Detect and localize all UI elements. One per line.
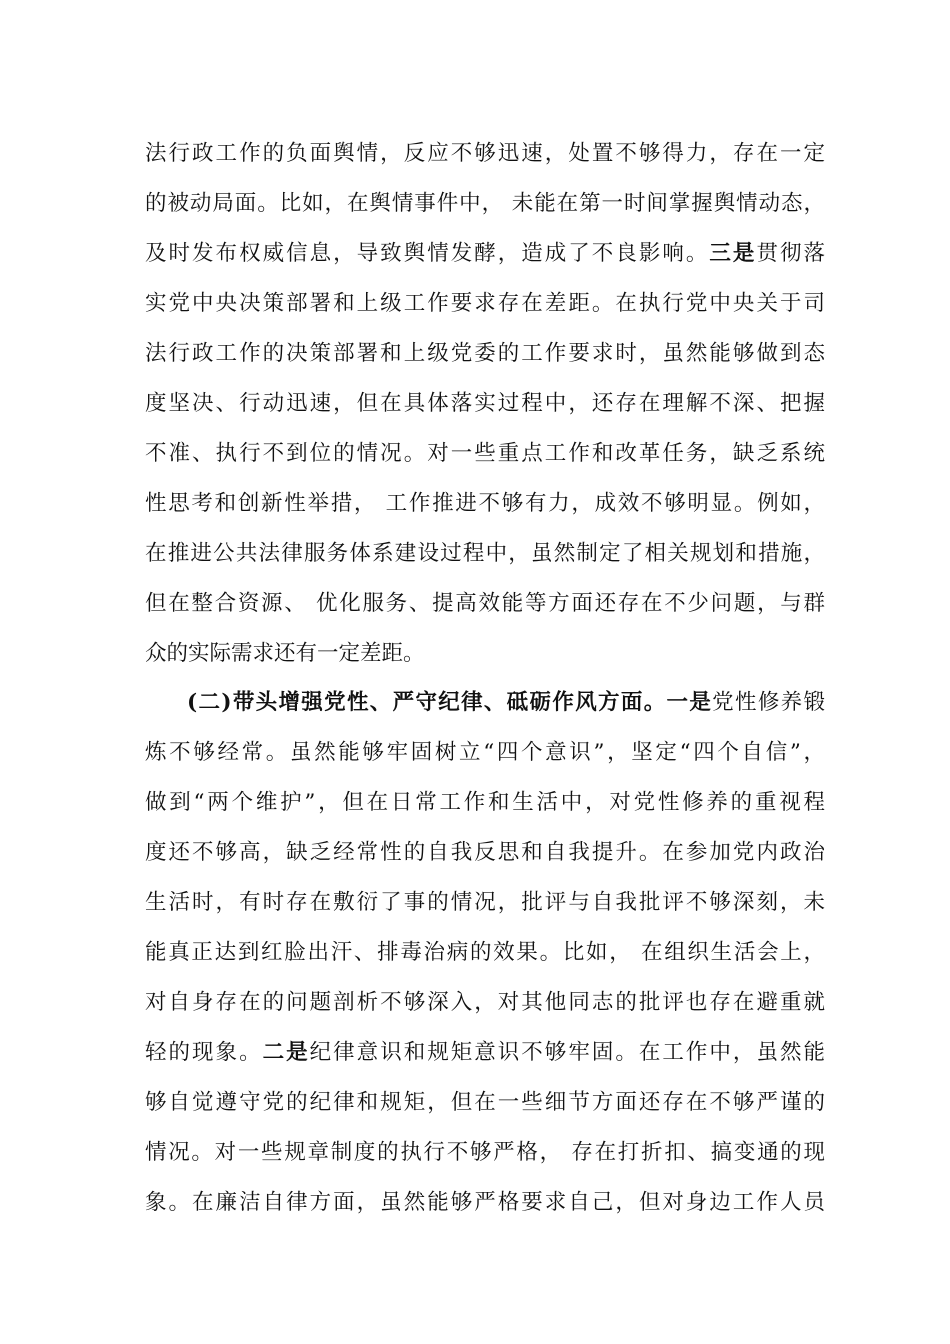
text-segment: 生活时，有时存在敷衍了事的情况，批评与自我批评不够深刻，未 — [145, 890, 825, 915]
text-line — [145, 187, 825, 221]
text-segment: 法行政工作的负面舆情，反应不够迅速，处置不够得力，存在一定 — [145, 141, 825, 166]
text-segment: 法行政工作的决策部署和上级党委的工作要求时，虽然能够做到态 — [145, 341, 825, 366]
text-line — [145, 587, 825, 621]
text-segment: 及时发布权威信息，导致舆情发酵，造成了不良影响。 — [145, 241, 710, 266]
text-line — [145, 1086, 825, 1120]
text-segment: 象。在廉洁自律方面，虽然能够严格要求自己，但对身边工作人员 — [145, 1190, 825, 1215]
text-segment: 炼不够经常。虽然能够牢固树立“四个意识”，坚定“四个自信”， — [145, 740, 825, 765]
text-segment: 够自觉遵守党的纪律和规矩，但在一些细节方面还存在不够严谨的 — [145, 1090, 825, 1115]
text-line — [145, 736, 825, 770]
text-segment: 情况。对一些规章制度的执行不够严格， 存在打折扣、搞变通的现 — [145, 1140, 825, 1165]
text-segment: 贯彻落 — [756, 241, 825, 266]
text-line — [145, 786, 825, 820]
text-line — [145, 137, 825, 171]
text-segment: 实党中央决策部署和上级工作要求存在差距。在执行党中央关于司 — [145, 291, 825, 316]
text-line — [145, 1036, 825, 1070]
bold-text-segment: 三是 — [709, 241, 757, 266]
text-segment: 轻的现象。 — [145, 1040, 263, 1065]
text-line — [145, 1136, 825, 1170]
text-segment: 众的实际需求还有一定差距。 — [145, 641, 425, 666]
text-line — [145, 936, 825, 970]
text-segment: 能真正达到红脸出汗、排毒治病的效果。比如， 在组织生活会上， — [145, 940, 825, 965]
text-segment: 不准、执行不到位的情况。对一些重点工作和改革任务，缺乏系统 — [145, 441, 825, 466]
text-segment: 度还不够高，缺乏经常性的自我反思和自我提升。在参加党内政治 — [145, 840, 825, 865]
text-line — [145, 387, 825, 421]
bold-text-segment: 二是 — [262, 1040, 310, 1065]
text-segment: 做到“两个维护”，但在日常工作和生活中，对党性修养的重视程 — [145, 790, 825, 815]
text-line — [145, 986, 825, 1020]
text-line — [145, 437, 825, 471]
text-line — [145, 637, 825, 671]
text-line — [145, 836, 825, 870]
text-segment: 在推进公共法律服务体系建设过程中，虽然制定了相关规划和措施， — [145, 541, 825, 566]
text-line — [145, 686, 825, 720]
bold-text-segment: (二)带头增强党性、严守纪律、砥砺作风方面。一是 — [187, 690, 713, 715]
text-line — [145, 1186, 825, 1220]
text-segment: 纪律意识和规矩意识不够牢固。在工作中，虽然能 — [309, 1040, 825, 1065]
text-segment: 度坚决、行动迅速，但在具体落实过程中，还存在理解不深、把握 — [145, 391, 825, 416]
text-segment: 性思考和创新性举措， 工作推进不够有力，成效不够明显。例如， — [145, 491, 825, 516]
text-line — [145, 337, 825, 371]
text-segment: 对自身存在的问题剖析不够深入，对其他同志的批评也存在避重就 — [145, 990, 825, 1015]
text-line — [145, 287, 825, 321]
text-segment: 但在整合资源、 优化服务、提高效能等方面还存在不少问题，与群 — [145, 591, 825, 616]
text-line — [145, 537, 825, 571]
text-line — [145, 886, 825, 920]
text-line — [145, 487, 825, 521]
text-segment: 的被动局面。比如，在舆情事件中， 未能在第一时间掌握舆情动态， — [145, 191, 825, 216]
text-segment: 党性修养锻 — [712, 690, 825, 715]
text-line — [145, 237, 825, 271]
